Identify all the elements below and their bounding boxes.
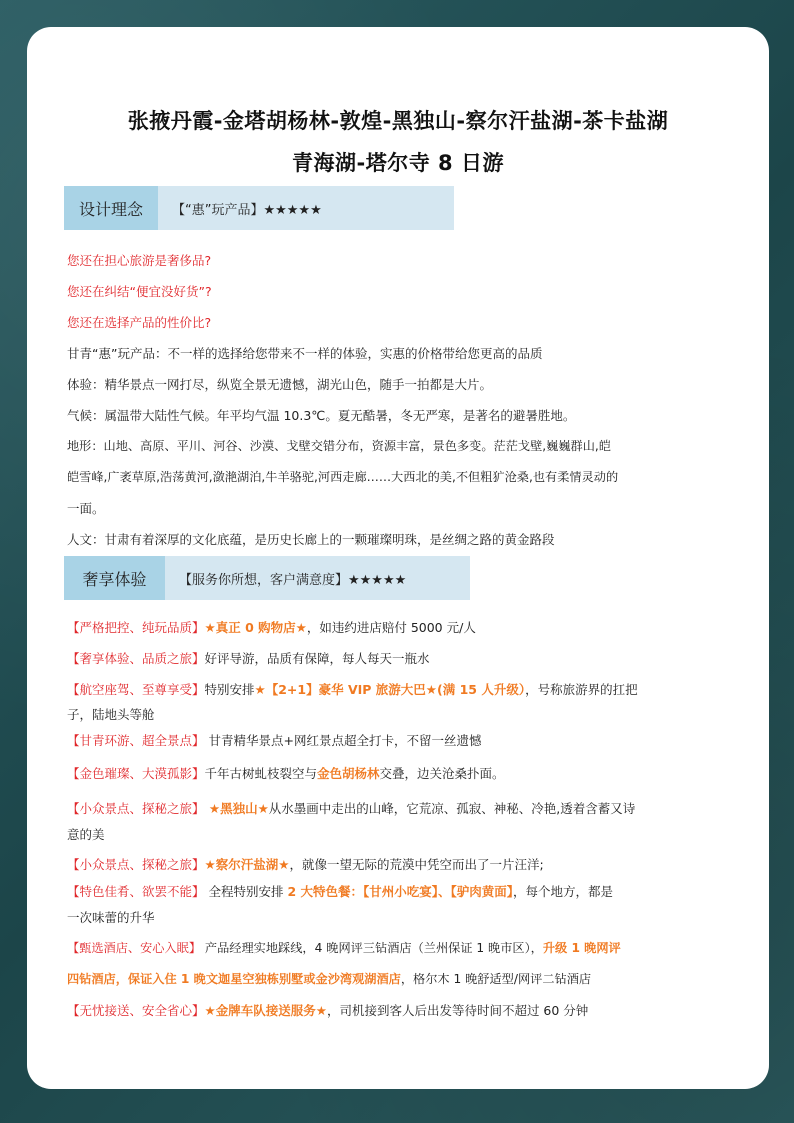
climate-line: 气候：属温带大陆性气候。年平均气温 10.3℃。夏无酷暑，冬无严寒，是著名的避暑胜地。	[67, 408, 576, 423]
page-title-line1: 张掖丹霞-金塔胡杨林-敦煌-黑独山-察尔汗盐湖-茶卡盐湖	[127, 109, 669, 133]
list-item: 【甘青环游、超全景点】 甘青精华景点+网红景点超全打卡，不留一丝遗憾	[67, 733, 482, 748]
question-1: 您还在担心旅游是奢侈品?	[67, 253, 212, 268]
section-design-concept	[64, 186, 454, 230]
section-luxury-experience	[64, 556, 470, 600]
list-item-continued: 子，陆地头等舱	[67, 707, 155, 722]
list-item: 【特色佳肴、欲罢不能】 全程特别安排 2 大特色餐：【甘州小吃宴】、【驴肉黄面】，每个地方，都是	[67, 884, 614, 899]
section-subtitle: 【服务你所想，客户满意度】★★★★★	[179, 572, 407, 588]
intro-line: 甘青“惠”玩产品：不一样的选择给您带来不一样的体验，实惠的价格带给您更高的品质	[67, 346, 543, 361]
list-item: 【航空座驾、至尊享受】特别安排★【2+1】豪华 VIP 旅游大巴★(满 15 人升级），号称旅游界的扛把	[67, 682, 638, 697]
section-label: 奢享体验	[64, 556, 165, 600]
list-item: 【无忧接送、安全省心】★金牌车队接送服务★，司机接到客人后出发等待时间不超过 60 分钟	[67, 1003, 589, 1018]
section-subtitle: 【“惠”玩产品】★★★★★	[172, 202, 322, 218]
list-item: 【奢享体验、品质之旅】好评导游，品质有保障，每人每天一瓶水	[67, 651, 430, 666]
experience-line: 体验：精华景点一网打尽，纵览全景无遗憾，湖光山色，随手一拍都是大片。	[67, 377, 493, 392]
list-item: 【甄选酒店、安心入眠】 产品经理实地踩线，4 晚网评三钻酒店（兰州保证 1 晚市区），升级 1 晚网评	[67, 941, 621, 955]
list-item: 【小众景点、探秘之旅】★察尔汗盐湖★，就像一望无际的荒漠中凭空而出了一片汪洋;	[67, 857, 544, 872]
list-item-continued: 意的美	[67, 827, 105, 842]
question-2: 您还在纠结“便宜没好货”?	[67, 284, 212, 299]
section-label: 设计理念	[64, 186, 158, 230]
terrain-line-1: 地形：山地、高原、平川、河谷、沙漠、戈壁交错分布，资源丰富，景色多变。茫茫戈壁,巍巍群山,皑	[67, 439, 611, 453]
list-item: 【金色璀璨、大漠孤影】千年古树虬枝裂空与金色胡杨林交叠，边关沧桑扑面。	[67, 766, 505, 781]
list-item: 【严格把控、纯玩品质】★真正 0 购物店★，如违约进店赔付 5000 元/人	[67, 620, 476, 635]
terrain-line-3: 一面。	[67, 501, 105, 516]
question-3: 您还在选择产品的性价比?	[67, 315, 212, 330]
content-card	[27, 27, 769, 1089]
list-item-continued: 一次味蕾的升华	[67, 910, 155, 925]
terrain-line-2: 皑雪峰,广袤草原,浩荡黄河,潋滟湖泊,牛羊骆驼,河西走廊……大西北的美,不但粗犷沧桑,也有柔情灵动的	[67, 470, 619, 484]
culture-line: 人文：甘肃有着深厚的文化底蕴，是历史长廊上的一颗璀璨明珠，是丝绸之路的黄金路段	[67, 532, 555, 547]
list-item-continued: 四钻酒店，保证入住 1 晚文迦星空独栋别墅或金沙湾观湖酒店，格尔木 1 晚舒适型/网评二钻酒店	[67, 972, 592, 986]
page-title-line2: 青海湖-塔尔寺 8 日游	[292, 151, 504, 175]
list-item: 【小众景点、探秘之旅】 ★黑独山★从水墨画中走出的山峰，它荒凉、孤寂、神秘、冷艳,透着含蓄又诗	[67, 801, 636, 816]
